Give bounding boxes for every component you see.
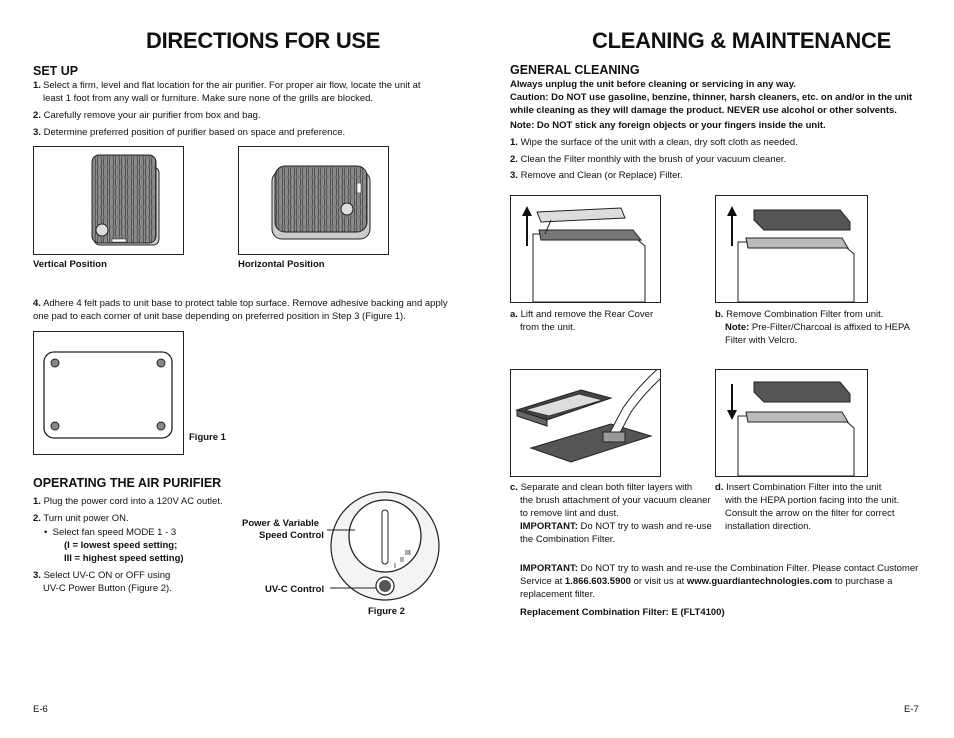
figure-1-caption: Figure 1 bbox=[189, 432, 226, 443]
important-text-2a: Service at bbox=[520, 576, 563, 587]
caption-d-text-2: with the HEPA portion facing into the unit. bbox=[725, 495, 900, 506]
right-page-title: CLEANING & MAINTENANCE bbox=[592, 28, 891, 53]
step-number: 2. bbox=[33, 513, 41, 524]
step-text: Wipe the surface of the unit with a clean, dry soft cloth as needed. bbox=[520, 137, 798, 148]
caption-a-text: Lift and remove the Rear Cover bbox=[520, 309, 654, 320]
bullet-text: Select fan speed MODE 1 - 3 bbox=[52, 527, 177, 538]
horizontal-position-figure bbox=[238, 146, 389, 255]
setup-heading: SET UP bbox=[33, 64, 79, 78]
important-paragraph bbox=[520, 562, 930, 601]
setup-step-1 bbox=[33, 79, 443, 105]
operating-bullet bbox=[44, 526, 176, 539]
caption-c-label: c. bbox=[510, 482, 518, 493]
svg-text:II: II bbox=[400, 557, 404, 564]
caption-b bbox=[715, 308, 915, 347]
figure-b-remove-filter bbox=[715, 195, 868, 303]
warning-unplug: Always unplug the unit before cleaning or servicing in any way. bbox=[510, 79, 796, 90]
step-number: 3. bbox=[33, 570, 41, 581]
caption-b-text: Remove Combination Filter from unit. bbox=[726, 309, 884, 320]
vertical-unit-illustration bbox=[34, 147, 183, 254]
cleaning-step-2 bbox=[510, 153, 786, 166]
remove-cover-illustration bbox=[511, 196, 660, 302]
operating-step-2 bbox=[33, 512, 129, 525]
vertical-position-figure bbox=[33, 146, 184, 255]
step-number: 3. bbox=[33, 127, 41, 138]
control-panel-illustration bbox=[320, 490, 460, 610]
step-number: 2. bbox=[510, 154, 518, 165]
warning-note: Note: Do NOT stick any foreign objects or your fingers inside the unit. bbox=[510, 120, 826, 131]
caption-c-text-2: the brush attachment of your vacuum cleaner bbox=[520, 495, 711, 506]
clean-filter-illustration bbox=[511, 370, 660, 476]
left-page-title: DIRECTIONS FOR USE bbox=[146, 28, 381, 53]
svg-text:III: III bbox=[405, 550, 411, 557]
operating-heading: OPERATING THE AIR PURIFIER bbox=[33, 476, 222, 490]
caption-d-text-4: installation direction. bbox=[725, 521, 812, 532]
important-label: IMPORTANT: bbox=[520, 563, 578, 574]
important-text-2b: or visit us at bbox=[633, 576, 685, 587]
caption-b-label: b. bbox=[715, 309, 724, 320]
caption-c-text-3: to remove lint and dust. bbox=[520, 508, 619, 519]
caption-d-text-3: Consult the arrow on the filter for correct bbox=[725, 508, 895, 519]
vertical-position-caption: Vertical Position bbox=[33, 259, 107, 270]
figure-1 bbox=[33, 331, 184, 455]
step-number: 1. bbox=[33, 496, 41, 507]
step-text: Determine preferred position of purifier based on space and preference. bbox=[43, 127, 346, 138]
setup-step-2 bbox=[33, 109, 443, 122]
figure-d-insert-filter bbox=[715, 369, 868, 477]
step-text: Carefully remove your air purifier from box and bag. bbox=[43, 110, 261, 121]
right-page-number: E-7 bbox=[904, 704, 919, 715]
caption-c-text-5: the Combination Filter. bbox=[520, 534, 616, 545]
setup-step-3 bbox=[33, 126, 443, 139]
website-link[interactable]: www.guardiantechnologies.com bbox=[686, 576, 833, 587]
insert-filter-illustration bbox=[716, 370, 867, 476]
step-text: Clean the Filter monthly with the brush of your vacuum cleaner. bbox=[520, 154, 787, 165]
cleaning-step-1 bbox=[510, 136, 798, 149]
caption-c-important-text: Do NOT try to wash and re-use bbox=[580, 521, 712, 532]
operating-step-3-cont: UV-C Power Button (Figure 2). bbox=[43, 583, 172, 594]
step-text: Plug the power cord into a 120V AC outlet. bbox=[43, 496, 223, 507]
step-text: Remove and Clean (or Replace) Filter. bbox=[520, 170, 683, 181]
warning-caution: Caution: Do NOT use gasoline, benzine, thinner, harsh cleaners, etc. on and/or in the unit while cleaning as they will damage the product. NEVER use alcohol or other solvents. bbox=[510, 92, 913, 116]
caption-a-text-2: from the unit. bbox=[520, 322, 576, 333]
remove-filter-illustration bbox=[716, 196, 867, 302]
cleaning-step-3 bbox=[510, 169, 683, 182]
caption-c bbox=[510, 481, 715, 546]
bullet-dot: • bbox=[44, 527, 53, 538]
caption-a bbox=[510, 308, 700, 334]
uvc-control-label: UV-C Control bbox=[265, 584, 325, 595]
important-text-1: Do NOT try to wash and re-use the Combination Filter. Please contact Customer bbox=[580, 563, 919, 574]
svg-text:I: I bbox=[394, 563, 396, 570]
important-text-3: replacement filter. bbox=[520, 589, 595, 600]
caption-c-text: Separate and clean both filter layers with bbox=[520, 482, 693, 493]
bullet-note-2: III = highest speed setting) bbox=[64, 553, 184, 564]
caption-b-note-label: Note: bbox=[725, 322, 750, 333]
figure-2-caption: Figure 2 bbox=[368, 606, 405, 617]
caption-d-label: d. bbox=[715, 482, 724, 493]
important-text-2c: to purchase a bbox=[834, 576, 893, 587]
caption-b-text-3: Filter with Velcro. bbox=[725, 335, 798, 346]
step-number: 4. bbox=[33, 298, 41, 309]
caption-b-note-text: Pre-Filter/Charcoal is affixed to HEPA bbox=[751, 322, 910, 333]
figure-a-remove-cover bbox=[510, 195, 661, 303]
caption-a-label: a. bbox=[510, 309, 518, 320]
unit-base-illustration bbox=[34, 332, 183, 454]
speed-control-label-2: Speed Control bbox=[259, 530, 324, 541]
step-text: Select a firm, level and flat location for the air purifier. For proper air flow, locate the unit at least 1 foot from any wall or furniture. Make sure none of the grills are blocked. bbox=[43, 80, 421, 104]
operating-step-1 bbox=[33, 495, 223, 508]
figure-c-clean-filter bbox=[510, 369, 661, 477]
bullet-note-1: (I = lowest speed setting; bbox=[64, 540, 178, 551]
general-cleaning-heading: GENERAL CLEANING bbox=[510, 63, 640, 77]
step-number: 1. bbox=[33, 80, 41, 91]
left-page-number: E-6 bbox=[33, 704, 48, 715]
caption-d bbox=[715, 481, 920, 533]
caption-c-important-label: IMPORTANT: bbox=[520, 521, 578, 532]
step-text: Turn unit power ON. bbox=[43, 513, 129, 524]
customer-service-phone: 1.866.603.5900 bbox=[564, 576, 631, 587]
caption-d-text: Insert Combination Filter into the unit bbox=[726, 482, 882, 493]
setup-step-4 bbox=[33, 297, 448, 323]
step-number: 3. bbox=[510, 170, 518, 181]
step-number: 1. bbox=[510, 137, 518, 148]
horizontal-unit-illustration bbox=[239, 147, 388, 254]
step-text: Select UV-C ON or OFF using bbox=[43, 570, 171, 581]
operating-step-3 bbox=[33, 569, 170, 582]
step-text: Adhere 4 felt pads to unit base to protect table top surface. Remove adhesive backing and apply one pad to each corner of unit base depending on preferred position in Step 3 (Figure 1). bbox=[33, 298, 448, 322]
speed-control-label-1: Power & Variable bbox=[242, 518, 320, 529]
step-number: 2. bbox=[33, 110, 41, 121]
replacement-filter-info: Replacement Combination Filter: E (FLT4100) bbox=[520, 607, 725, 618]
horizontal-position-caption: Horizontal Position bbox=[238, 259, 325, 270]
